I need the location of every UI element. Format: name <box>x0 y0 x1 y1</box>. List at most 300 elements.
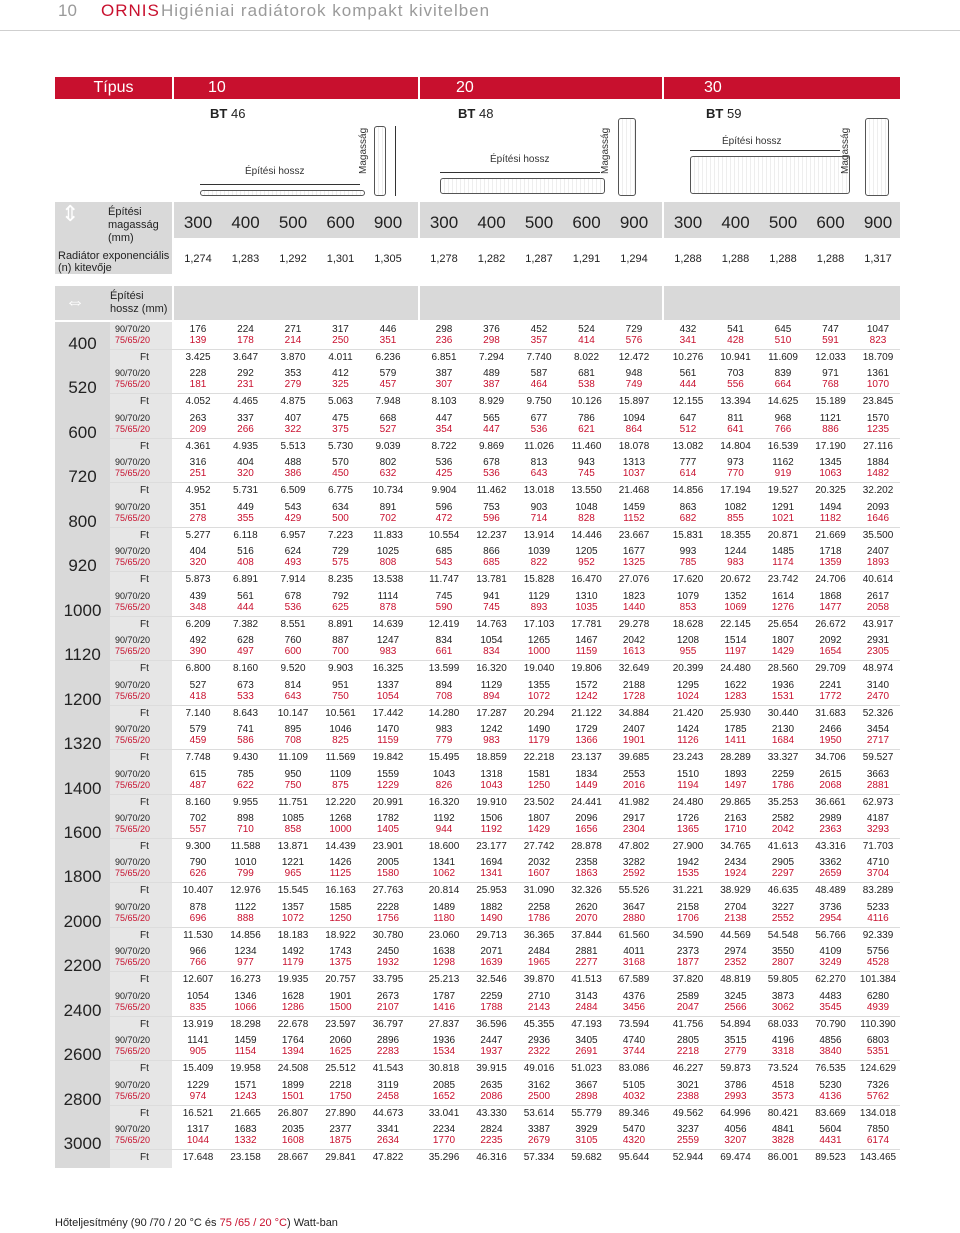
output-90-70-20: 2130 <box>771 724 795 736</box>
output-75-65-20: 586 <box>237 735 254 747</box>
price-value: 13.781 <box>476 574 507 586</box>
length-value: 1600 <box>63 822 102 842</box>
length-value: 2600 <box>63 1045 102 1065</box>
price-value: 25.953 <box>476 885 507 897</box>
output-90-70-20: 3341 <box>376 1124 400 1136</box>
output-75-65-20: 2047 <box>676 1001 700 1013</box>
output-75-65-20: 2592 <box>622 868 646 880</box>
price-value: 7.748 <box>185 752 211 764</box>
output-90-70-20: 1046 <box>329 724 352 736</box>
output-75-65-20: 1429 <box>527 823 551 835</box>
output-75-65-20: 3828 <box>771 1135 795 1147</box>
temp-label-b: 75/65/20 <box>115 957 151 968</box>
price-value: 37.820 <box>672 974 704 986</box>
output-90-70-20: 1318 <box>480 768 503 780</box>
output-90-70-20: 1787 <box>432 990 456 1002</box>
output-75-65-20: 974 <box>189 1090 207 1102</box>
output-75-65-20: 1580 <box>376 868 400 880</box>
output-90-70-20: 4056 <box>724 1124 747 1136</box>
output-75-65-20: 622 <box>237 779 254 791</box>
exponent-value: 1,288 <box>816 253 845 265</box>
output-90-70-20: 2158 <box>676 901 700 913</box>
output-90-70-20: 1048 <box>575 501 598 513</box>
height-label: Építési magasság (mm) <box>108 206 159 244</box>
length-value: 520 <box>68 378 97 398</box>
output-90-70-20: 404 <box>189 546 207 558</box>
output-90-70-20: 1192 <box>433 812 455 824</box>
exponent-value: 1,305 <box>374 253 402 265</box>
output-90-70-20: 3515 <box>724 1035 747 1047</box>
output-75-65-20: 3105 <box>575 1135 598 1147</box>
output-90-70-20: 1807 <box>771 635 795 647</box>
price-value: 6.957 <box>280 529 306 541</box>
price-value: 12.033 <box>815 352 846 363</box>
output-90-70-20: 6280 <box>866 990 890 1002</box>
type-20: 20 <box>420 77 662 99</box>
output-75-65-20: 236 <box>435 335 453 346</box>
output-90-70-20: 3550 <box>771 946 795 958</box>
output-75-65-20: 1159 <box>575 646 598 658</box>
row-divider <box>110 794 900 795</box>
price-value: 35.500 <box>862 529 894 541</box>
height-value: 600 <box>572 213 601 232</box>
price-value: 29.841 <box>325 1152 356 1164</box>
output-90-70-20: 903 <box>530 501 548 513</box>
output-90-70-20: 579 <box>189 724 207 736</box>
output-90-70-20: 1764 <box>281 1035 305 1047</box>
output-90-70-20: 565 <box>483 412 500 424</box>
footer-note: Hőteljesítmény (90 /70 / 20 °C és 75 /65 / 20 °C) Watt-ban <box>55 1217 338 1229</box>
output-75-65-20: 2283 <box>376 1046 400 1058</box>
output-90-70-20: 1743 <box>329 946 352 958</box>
output-75-65-20: 2277 <box>575 957 598 969</box>
output-75-65-20: 2107 <box>376 1001 400 1013</box>
output-90-70-20: 524 <box>578 324 595 335</box>
output-75-65-20: 1924 <box>724 868 747 880</box>
price-value: 30.440 <box>767 707 799 719</box>
price-value: 24.706 <box>815 574 846 586</box>
output-75-65-20: 1235 <box>866 423 890 435</box>
price-value: 83.669 <box>815 1107 846 1119</box>
output-75-65-20: 354 <box>435 423 453 435</box>
output-90-70-20: 3140 <box>866 679 890 691</box>
output-75-65-20: 596 <box>483 512 500 524</box>
price-value: 25.930 <box>720 707 751 719</box>
output-90-70-20: 316 <box>189 457 207 469</box>
price-value: 19.842 <box>372 752 404 764</box>
output-90-70-20: 298 <box>435 324 453 335</box>
output-75-65-20: 2070 <box>575 912 598 924</box>
output-90-70-20: 1054 <box>480 635 503 647</box>
output-90-70-20: 753 <box>483 501 500 513</box>
output-75-65-20: 457 <box>379 379 397 391</box>
length-value: 1800 <box>63 867 102 887</box>
price-value: 4.465 <box>232 396 259 408</box>
price-value: 10.147 <box>277 707 309 719</box>
output-90-70-20: 2881 <box>575 946 598 958</box>
length-value: 600 <box>68 422 97 442</box>
output-90-70-20: 4196 <box>771 1035 795 1047</box>
output-90-70-20: 1490 <box>527 724 551 736</box>
price-value: 18.183 <box>277 929 309 941</box>
price-value: 14.439 <box>325 840 356 852</box>
temp-label-b: 75/65/20 <box>115 779 151 790</box>
output-90-70-20: 790 <box>189 857 207 869</box>
output-75-65-20: 682 <box>679 512 697 524</box>
output-75-65-20: 231 <box>237 379 254 391</box>
price-value: 23.742 <box>767 574 799 586</box>
price-value: 15.828 <box>523 574 555 586</box>
price-value: 33.041 <box>428 1107 460 1119</box>
output-75-65-20: 320 <box>189 557 207 569</box>
output-90-70-20: 4376 <box>622 990 646 1002</box>
temp-label-a: 90/70/20 <box>115 990 151 1001</box>
output-75-65-20: 428 <box>727 335 744 346</box>
output-75-65-20: 4320 <box>622 1135 646 1147</box>
output-90-70-20: 1221 <box>281 857 305 869</box>
output-90-70-20: 2582 <box>771 812 795 824</box>
output-75-65-20: 512 <box>679 423 697 435</box>
price-value: 41.982 <box>618 796 650 808</box>
output-75-65-20: 536 <box>284 601 302 613</box>
output-90-70-20: 2620 <box>575 901 598 913</box>
output-90-70-20: 1884 <box>866 457 890 469</box>
output-90-70-20: 703 <box>727 368 744 380</box>
price-value: 47.193 <box>571 1018 602 1030</box>
output-90-70-20: 1141 <box>187 1035 209 1047</box>
price-value: 14.804 <box>720 440 751 452</box>
output-90-70-20: 1337 <box>376 679 400 691</box>
height-value: 900 <box>373 213 403 232</box>
output-90-70-20: 1129 <box>528 590 550 602</box>
price-value: 40.614 <box>862 574 894 586</box>
output-75-65-20: 983 <box>727 557 744 569</box>
output-75-65-20: 1054 <box>376 690 400 702</box>
bt-20: BT 48 <box>458 106 494 121</box>
price-value: 43.316 <box>815 840 846 852</box>
output-75-65-20: 1182 <box>819 512 842 524</box>
price-label: Ft <box>140 796 149 808</box>
price-value: 6.800 <box>185 663 211 675</box>
output-75-65-20: 500 <box>332 512 349 524</box>
exponent-value: 1,287 <box>525 253 553 265</box>
temp-label-a: 90/70/20 <box>115 412 151 423</box>
output-75-65-20: 3704 <box>866 868 890 880</box>
temp-label-b: 75/65/20 <box>115 1090 151 1101</box>
price-value: 19.040 <box>523 663 555 675</box>
output-90-70-20: 4518 <box>771 1079 795 1091</box>
output-75-65-20: 2717 <box>866 735 890 747</box>
price-value: 10.554 <box>428 529 460 541</box>
output-75-65-20: 4528 <box>866 957 890 969</box>
price-value: 4.952 <box>185 485 211 497</box>
bt-30: BT 59 <box>706 106 742 121</box>
output-90-70-20: 4710 <box>866 857 890 869</box>
price-value: 54.894 <box>720 1018 751 1030</box>
price-value: 29.278 <box>618 618 650 630</box>
price-value: 27.890 <box>325 1107 356 1119</box>
price-value: 48.489 <box>815 885 846 897</box>
output-90-70-20: 1585 <box>329 901 352 913</box>
price-value: 34.765 <box>720 840 751 852</box>
output-75-65-20: 2458 <box>376 1090 400 1102</box>
price-value: 17.190 <box>815 440 846 452</box>
output-75-65-20: 493 <box>284 557 302 569</box>
output-90-70-20: 2085 <box>432 1079 456 1091</box>
output-90-70-20: 1345 <box>819 457 842 469</box>
output-75-65-20: 875 <box>332 779 349 791</box>
price-value: 41.613 <box>767 840 799 852</box>
output-75-65-20: 1750 <box>329 1090 352 1102</box>
price-value: 4.361 <box>185 440 211 452</box>
output-75-65-20: 614 <box>679 468 697 480</box>
temp-label-a: 90/70/20 <box>115 724 151 735</box>
price-value: 11.751 <box>278 796 308 808</box>
output-75-65-20: 1174 <box>772 557 794 569</box>
output-90-70-20: 3405 <box>575 1035 598 1047</box>
price-value: 27.763 <box>372 885 404 897</box>
output-75-65-20: 894 <box>483 690 500 702</box>
output-75-65-20: 390 <box>189 646 207 658</box>
price-value: 34.706 <box>815 752 846 764</box>
price-value: 70.790 <box>815 1018 846 1030</box>
output-90-70-20: 1622 <box>724 679 747 691</box>
price-value: 16.163 <box>325 885 356 897</box>
output-75-65-20: 1035 <box>575 601 598 613</box>
price-value: 95.644 <box>618 1152 650 1164</box>
price-value: 23.502 <box>523 796 555 808</box>
output-75-65-20: 348 <box>189 601 207 613</box>
price-value: 41.543 <box>372 1063 404 1075</box>
temp-label-a: 90/70/20 <box>115 1124 151 1135</box>
exponent-value: 1,282 <box>477 253 506 265</box>
output-75-65-20: 2352 <box>724 957 747 969</box>
output-90-70-20: 579 <box>379 368 397 380</box>
output-90-70-20: 760 <box>284 635 302 647</box>
output-75-65-20: 2881 <box>866 779 890 791</box>
output-90-70-20: 2447 <box>480 1035 503 1047</box>
price-value: 18.922 <box>325 929 356 941</box>
output-90-70-20: 2358 <box>575 857 598 869</box>
output-90-70-20: 887 <box>332 635 349 647</box>
price-value: 59.805 <box>767 974 799 986</box>
price-value: 4.052 <box>185 396 211 408</box>
output-90-70-20: 2989 <box>819 812 842 824</box>
type-header-row <box>55 77 900 99</box>
price-value: 32.546 <box>476 974 507 986</box>
price-value: 73.594 <box>618 1018 650 1030</box>
output-75-65-20: 2297 <box>771 868 795 880</box>
price-value: 5.730 <box>327 440 354 452</box>
price-label: Ft <box>140 1107 149 1119</box>
output-90-70-20: 2615 <box>819 768 842 780</box>
price-value: 6.891 <box>232 574 259 586</box>
price-value: 18.600 <box>428 840 460 852</box>
price-value: 36.797 <box>372 1018 404 1030</box>
output-75-65-20: 2143 <box>527 1001 551 1013</box>
output-90-70-20: 527 <box>189 679 207 691</box>
price-label: Ft <box>140 974 149 986</box>
output-90-70-20: 4856 <box>819 1035 842 1047</box>
price-value: 46.316 <box>476 1152 507 1164</box>
output-90-70-20: 587 <box>530 368 548 380</box>
price-value: 83.086 <box>618 1063 650 1075</box>
height-value: 500 <box>278 213 308 232</box>
output-90-70-20: 3119 <box>377 1079 399 1091</box>
output-75-65-20: 591 <box>822 335 839 346</box>
output-90-70-20: 729 <box>332 546 349 558</box>
price-value: 10.407 <box>182 885 214 897</box>
price-value: 35.253 <box>767 796 799 808</box>
output-75-65-20: 5351 <box>866 1046 890 1058</box>
output-90-70-20: 1025 <box>376 546 400 558</box>
output-75-65-20: 4939 <box>866 1001 890 1013</box>
output-75-65-20: 1325 <box>622 557 646 569</box>
price-value: 13.599 <box>428 663 460 675</box>
output-90-70-20: 404 <box>237 457 254 469</box>
output-90-70-20: 1010 <box>234 857 257 869</box>
output-90-70-20: 2259 <box>771 768 795 780</box>
output-90-70-20: 1043 <box>432 768 456 780</box>
price-value: 39.685 <box>618 752 650 764</box>
output-90-70-20: 1638 <box>432 946 456 958</box>
price-value: 9.430 <box>232 752 259 764</box>
output-90-70-20: 792 <box>332 590 349 602</box>
output-75-65-20: 1706 <box>676 912 700 924</box>
price-value: 45.355 <box>523 1018 555 1030</box>
price-value: 5.873 <box>185 574 211 586</box>
price-value: 15.189 <box>815 396 846 408</box>
price-value: 33.795 <box>372 974 404 986</box>
price-value: 59.873 <box>720 1063 751 1075</box>
temp-label-a: 90/70/20 <box>115 901 151 912</box>
exponent-value: 1,283 <box>231 253 260 265</box>
output-75-65-20: 2470 <box>866 690 890 702</box>
price-value: 30.818 <box>428 1063 460 1075</box>
output-90-70-20: 1094 <box>622 412 646 424</box>
output-75-65-20: 621 <box>578 423 595 435</box>
output-75-65-20: 864 <box>625 423 643 435</box>
output-90-70-20: 2589 <box>676 990 700 1002</box>
output-90-70-20: 2824 <box>480 1124 503 1136</box>
temp-label-a: 90/70/20 <box>115 501 151 512</box>
width-col-30 <box>664 286 900 320</box>
output-90-70-20: 2258 <box>527 901 551 913</box>
output-75-65-20: 536 <box>530 423 548 435</box>
output-75-65-20: 710 <box>237 823 254 835</box>
output-75-65-20: 2388 <box>676 1090 700 1102</box>
output-75-65-20: 708 <box>284 735 302 747</box>
price-value: 22.678 <box>277 1018 309 1030</box>
output-75-65-20: 853 <box>679 601 697 613</box>
output-90-70-20: 1426 <box>329 857 352 869</box>
output-75-65-20: 487 <box>189 779 207 791</box>
price-value: 143.465 <box>859 1152 897 1164</box>
price-value: 20.399 <box>672 663 704 675</box>
page-header <box>0 0 960 24</box>
price-value: 124.629 <box>859 1063 897 1075</box>
page-number: 10 <box>58 1 77 20</box>
row-divider <box>110 482 900 483</box>
output-90-70-20: 2377 <box>329 1124 352 1136</box>
price-value: 34.884 <box>618 707 650 719</box>
output-75-65-20: 641 <box>727 423 744 435</box>
output-90-70-20: 1559 <box>376 768 400 780</box>
output-75-65-20: 1024 <box>676 690 700 702</box>
output-75-65-20: 1276 <box>771 601 795 613</box>
output-75-65-20: 1786 <box>771 779 795 791</box>
price-value: 8.722 <box>431 440 457 452</box>
temp-label-b: 75/65/20 <box>115 423 151 434</box>
price-value: 43.917 <box>862 618 894 630</box>
price-value: 7.948 <box>375 396 401 408</box>
price-value: 18.078 <box>618 440 650 452</box>
output-90-70-20: 943 <box>578 457 595 469</box>
output-90-70-20: 1467 <box>575 635 598 647</box>
row-divider <box>110 660 900 661</box>
output-90-70-20: 2466 <box>819 724 842 736</box>
output-75-65-20: 823 <box>869 335 887 346</box>
output-75-65-20: 1937 <box>480 1046 503 1058</box>
price-value: 12.155 <box>672 396 704 408</box>
price-value: 13.871 <box>277 840 309 852</box>
output-75-65-20: 139 <box>189 335 207 346</box>
output-90-70-20: 5604 <box>819 1124 842 1136</box>
output-75-65-20: 2779 <box>724 1046 747 1058</box>
price-value: 29.865 <box>720 796 751 808</box>
price-value: 92.339 <box>862 929 894 941</box>
output-75-65-20: 497 <box>237 646 254 658</box>
output-75-65-20: 1654 <box>819 646 842 658</box>
output-90-70-20: 561 <box>679 368 697 380</box>
price-value: 59.682 <box>571 1152 602 1164</box>
output-90-70-20: 1901 <box>329 990 352 1002</box>
price-value: 17.648 <box>182 1152 214 1164</box>
output-90-70-20: 2042 <box>622 635 646 647</box>
price-value: 14.763 <box>476 618 507 630</box>
output-90-70-20: 2617 <box>866 590 890 602</box>
output-90-70-20: 1313 <box>622 457 646 469</box>
temp-label-b: 75/65/20 <box>115 690 151 701</box>
output-75-65-20: 1608 <box>281 1135 305 1147</box>
output-75-65-20: 768 <box>822 379 839 391</box>
price-value: 26.672 <box>815 618 846 630</box>
output-75-65-20: 1125 <box>329 868 352 880</box>
output-75-65-20: 749 <box>625 379 643 391</box>
price-value: 22.145 <box>720 618 751 630</box>
output-75-65-20: 3545 <box>819 1001 842 1013</box>
output-90-70-20: 5470 <box>622 1124 646 1136</box>
output-75-65-20: 444 <box>679 379 697 391</box>
exponent-label: Radiátor exponenciális (n) kitevője <box>58 250 170 274</box>
price-value: 14.856 <box>672 485 704 497</box>
price-value: 76.535 <box>815 1063 846 1075</box>
output-90-70-20: 1936 <box>432 1035 456 1047</box>
output-75-65-20: 1535 <box>676 868 700 880</box>
output-90-70-20: 2092 <box>819 635 842 647</box>
price-value: 12.472 <box>618 352 650 363</box>
output-90-70-20: 1868 <box>819 590 842 602</box>
price-value: 6.236 <box>375 352 401 363</box>
price-value: 27.900 <box>672 840 704 852</box>
price-value: 52.326 <box>862 707 894 719</box>
height-value: 900 <box>863 213 893 232</box>
price-value: 12.607 <box>182 974 214 986</box>
output-90-70-20: 3647 <box>622 901 646 913</box>
output-90-70-20: 387 <box>435 368 453 380</box>
height-value: 400 <box>721 213 750 232</box>
output-90-70-20: 668 <box>379 412 397 424</box>
